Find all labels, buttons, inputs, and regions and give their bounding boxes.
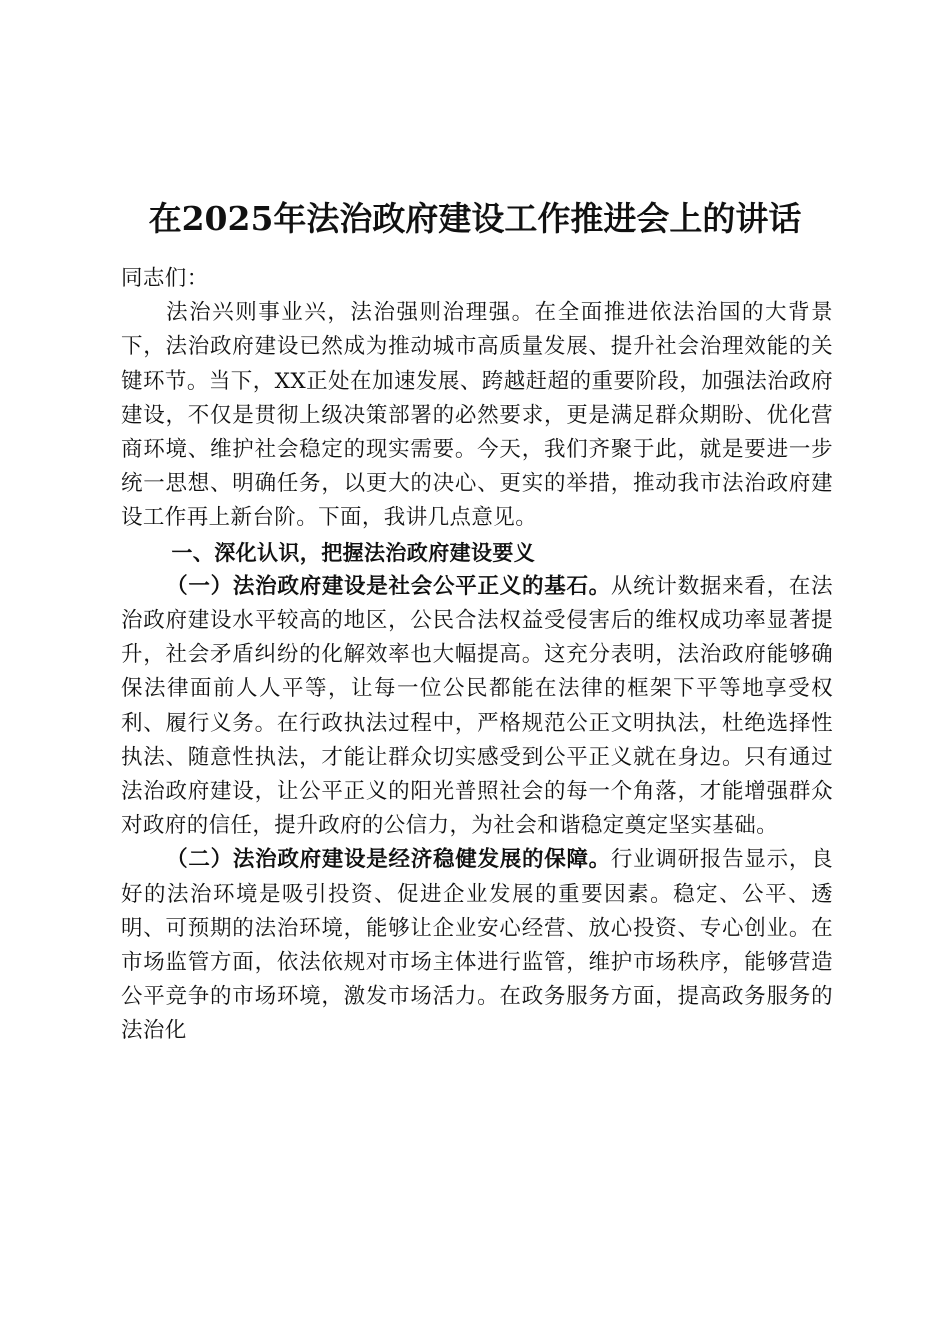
point-2-text: 行业调研报告显示，良好的法治环境是吸引投资、促进企业发展的重要因素。稳定、公平、透明、可预期的法治环境，能够让企业安心经营、放心投资、专心创业。在市场监管方面，依法依规对市场主体进行监管，维护市场秩序，能够营造公平竞争的市场环境，激发市场活力。在政务服务方面，提高政务服务的法治化 xyxy=(121,847,833,1044)
point-2-lead: （二）法治政府建设是经济稳健发展的保障。 xyxy=(166,847,611,873)
point-1-paragraph xyxy=(121,570,833,844)
document-title: 在2025年法治政府建设工作推进会上的讲话 xyxy=(148,199,802,238)
point-2-paragraph xyxy=(121,843,833,1048)
point-1-lead: （一）法治政府建设是社会公平正义的基石。 xyxy=(166,573,611,599)
intro-paragraph: 法治兴则事业兴，法治强则治理强。在全面推进依法治国的大背景下，法治政府建设已然成为推动城市高质量发展、提升社会治理效能的关键环节。当下，XX正处在加速发展、跨越赶超的重要阶段，加强法治政府建设，不仅是贯彻上级决策部署的必然要求，更是满足群众期盼、优化营商环境、维护社会稳定的现实需要。今天，我们齐聚于此，就是要进一步统一思想、明确任务，以更大的决心、更实的举措，推动我市法治政府建设工作再上新台阶。下面，我讲几点意见。 xyxy=(121,300,833,531)
salutation: 同志们： xyxy=(121,266,209,291)
document-body xyxy=(121,262,833,1049)
point-1-text: 从统计数据来看，在法治政府建设水平较高的地区，公民合法权益受侵害后的维权成功率显著提升，社会矛盾纠纷的化解效率也大幅提高。这充分表明，法治政府能够确保法律面前人人平等，让每一位公民都能在法律的框架下平等地享受权利、履行义务。在行政执法过程中，严格规范公正文明执法，杜绝选择性执法、随意性执法，才能让群众切实感受到公平正义就在身边。只有通过法治政府建设，让公平正义的阳光普照社会的每一个角落，才能增强群众对政府的信任，提升政府的公信力，为社会和谐稳定奠定坚实基础。 xyxy=(121,573,833,839)
section-heading-1: 一、深化认识，把握法治政府建设要义 xyxy=(171,540,536,565)
